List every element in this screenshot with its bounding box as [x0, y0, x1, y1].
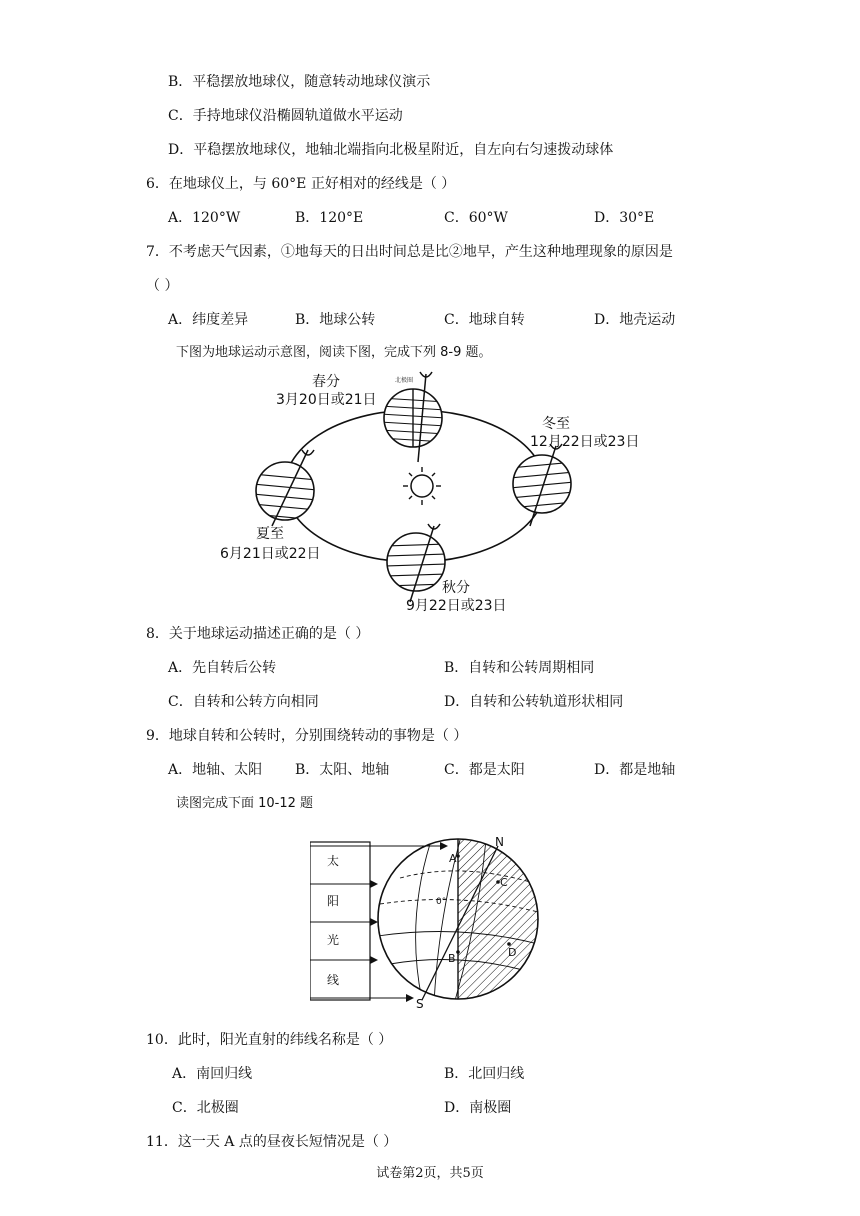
q5-option-d: D．平稳摆放地球仪，地轴北端指向北极星附近，自左向右匀速拨动球体 — [168, 142, 614, 158]
q7-option-b: B．地球公转 — [295, 312, 376, 328]
sunlight-globe-diagram — [310, 832, 550, 1010]
sunlight-char-4: 线 — [327, 973, 340, 987]
q10-stem: 10．此时，阳光直射的纬线名称是（ ） — [146, 1032, 393, 1048]
q8-option-a: A．先自转后公转 — [168, 660, 277, 676]
sunlight-char-2: 阳 — [327, 894, 340, 908]
earth-summer-solstice — [253, 450, 317, 526]
earth-autumn-equinox — [384, 524, 448, 602]
page-footer: 试卷第2页，共5页 — [376, 1166, 484, 1181]
summer-label: 夏至 — [256, 526, 284, 542]
q8-option-b: B．自转和公转周期相同 — [444, 660, 595, 676]
q9-stem: 9．地球自转和公转时，分别围绕转动的事物是（ ） — [146, 728, 468, 744]
winter-label: 冬至 — [542, 416, 570, 432]
label-c: C — [500, 876, 508, 889]
sunlight-char-1: 太 — [327, 854, 340, 868]
q6-option-a: A．120°W — [168, 210, 241, 226]
earth-spring-equinox — [380, 372, 446, 462]
label-b: B — [448, 952, 456, 965]
q9-option-d: D．都是地轴 — [594, 762, 676, 778]
earth-winter-solstice — [510, 444, 574, 526]
q6-option-c: C．60°W — [444, 210, 508, 226]
q6-stem: 6．在地球仪上，与 60°E 正好相对的经线是（ ） — [146, 176, 456, 192]
label-d: D — [508, 946, 517, 959]
ray-arrowheads — [370, 842, 448, 1002]
q5-option-c: C．手持地球仪沿椭圆轨道做水平运动 — [168, 108, 403, 124]
q7-stem-line1: 7．不考虑天气因素，①地每天的日出时间总是比②地早，产生这种地理现象的原因是 — [146, 244, 673, 260]
q10-option-c: C．北极圈 — [172, 1100, 239, 1116]
label-s: S — [416, 997, 424, 1010]
sunlight-char-3: 光 — [327, 933, 340, 947]
q7-stem-line2: （ ） — [146, 278, 179, 294]
sunlight-box — [310, 842, 370, 1000]
q8-option-c: C．自转和公转方向相同 — [168, 694, 319, 710]
summer-date: 6月21日或22日 — [220, 546, 321, 562]
q9-option-b: B．太阳、地轴 — [295, 762, 390, 778]
q5-option-b: B．平稳摆放地球仪，随意转动地球仪演示 — [168, 74, 431, 90]
q7-option-d: D．地壳运动 — [594, 312, 676, 328]
winter-date: 12月22日或23日 — [530, 434, 640, 450]
earth-orbit-diagram — [220, 366, 660, 614]
autumn-label: 秋分 — [442, 580, 470, 596]
q9-option-a: A．地轴、太阳 — [168, 762, 263, 778]
label-n: N — [495, 835, 504, 849]
sun-icon — [403, 467, 441, 505]
q10-option-a: A．南回归线 — [172, 1066, 253, 1082]
q10-option-b: B．北回归线 — [444, 1066, 525, 1082]
autumn-date: 9月22日或23日 — [406, 598, 507, 614]
intro-10-12: 读图完成下面 10-12 题 — [176, 796, 314, 811]
label-zero-degree: 0° — [436, 897, 447, 907]
intro-8-9: 下图为地球运动示意图，阅读下图，完成下列 8-9 题。 — [176, 345, 492, 360]
q7-option-a: A．纬度差异 — [168, 312, 249, 328]
label-a: A — [449, 852, 457, 865]
q8-stem: 8．关于地球运动描述正确的是（ ） — [146, 626, 370, 642]
night-side — [458, 832, 550, 1010]
q8-option-d: D．自转和公转轨道形状相同 — [444, 694, 624, 710]
q6-option-b: B．120°E — [295, 210, 364, 226]
q6-option-d: D．30°E — [594, 210, 655, 226]
q10-option-d: D．南极圈 — [444, 1100, 512, 1116]
spring-label: 春分 — [312, 374, 340, 390]
spring-date: 3月20日或21日 — [276, 392, 377, 408]
q9-option-c: C．都是太阳 — [444, 762, 525, 778]
q7-option-c: C．地球自转 — [444, 312, 525, 328]
q11-stem: 11．这一天 A 点的昼夜长短情况是（ ） — [146, 1134, 398, 1150]
svg-text:北极圈: 北极圈 — [395, 377, 414, 384]
